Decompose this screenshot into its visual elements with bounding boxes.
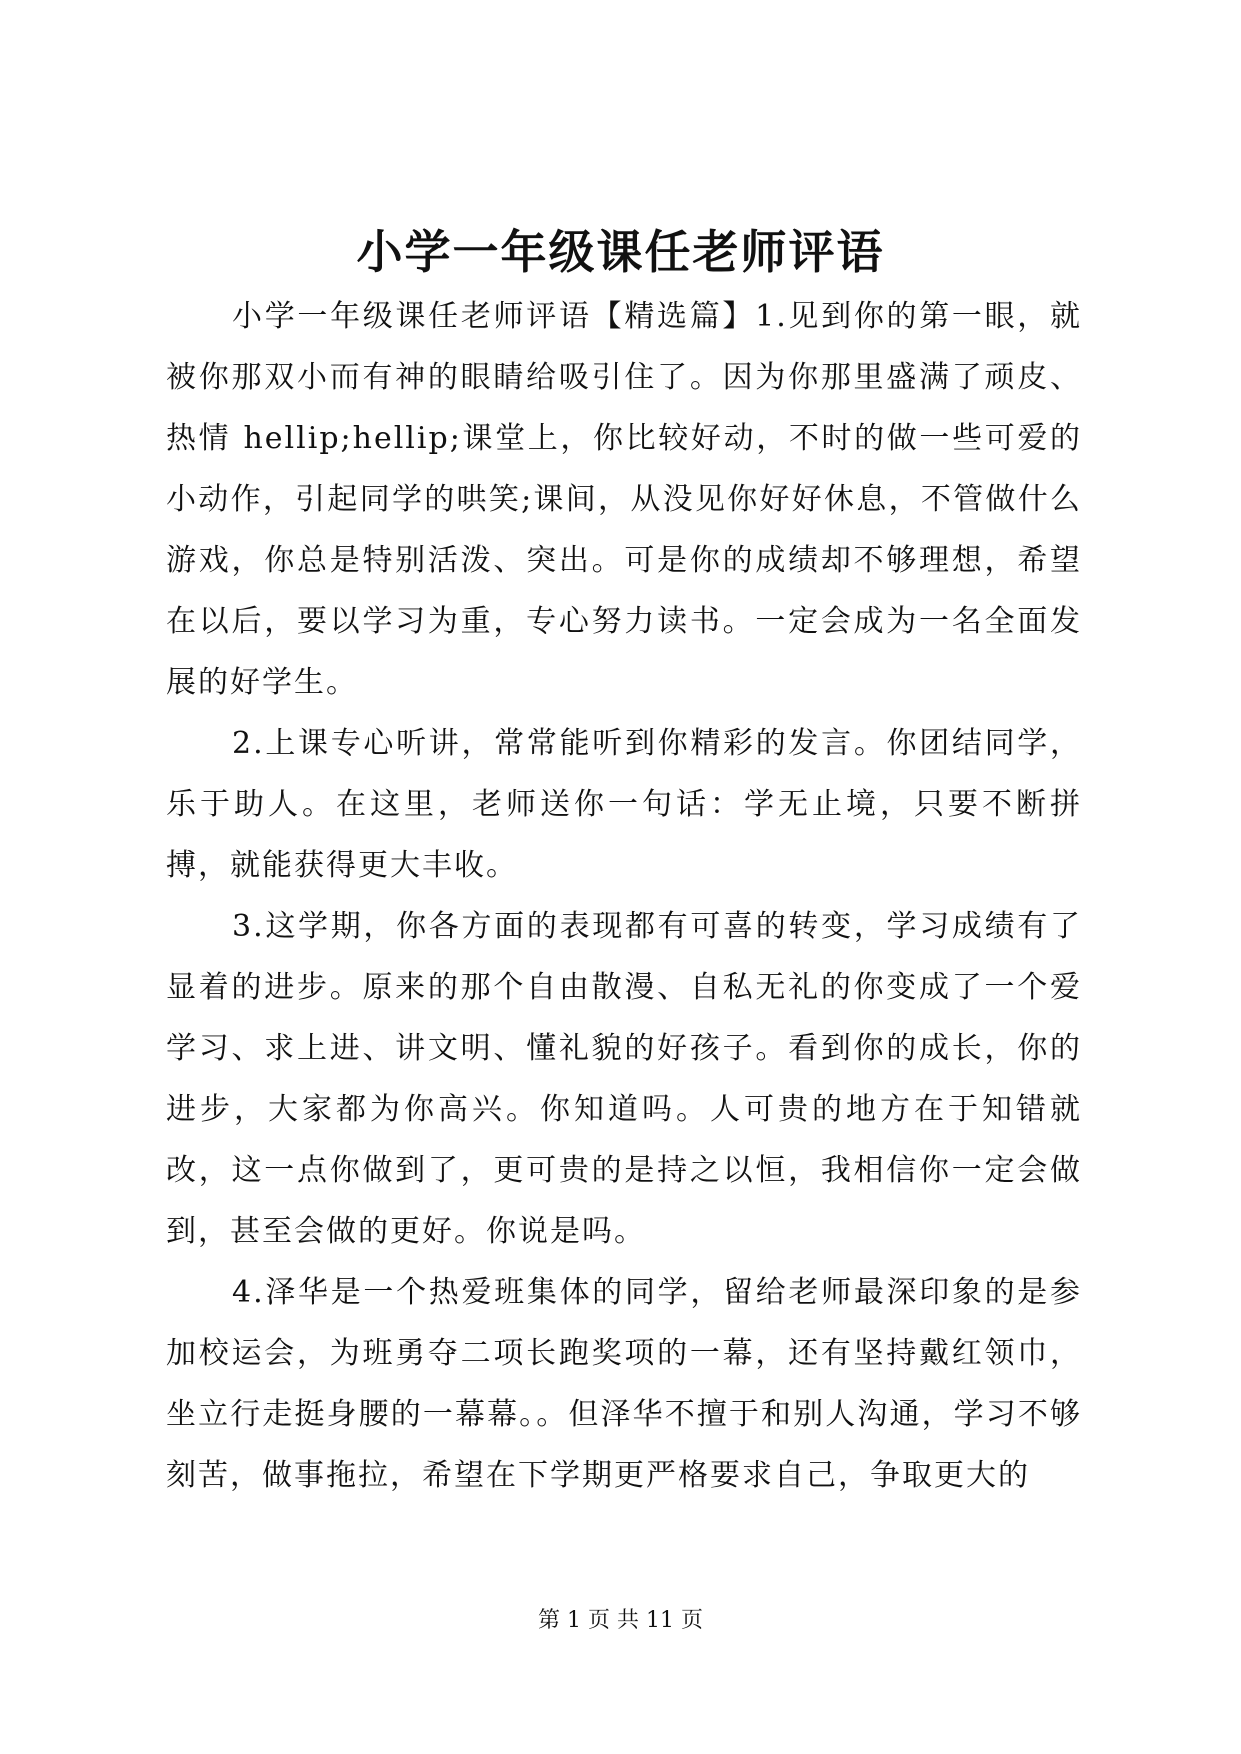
paragraph-2: 2.上课专心听讲，常常能听到你精彩的发言。你团结同学，乐于助人。在这里，老师送你一句话：学无止境，只要不断拼搏，就能获得更大丰收。 [166, 726, 1082, 883]
paragraph-3: 3.这学期，你各方面的表现都有可喜的转变，学习成绩有了显着的进步。原来的那个自由散漫、自私无礼的你变成了一个爱学习、求上进、讲文明、懂礼貌的好孩子。看到你的成长，你的进步，大家都为你高兴。你知道吗。人可贵的地方在于知错就改，这一点你做到了，更可贵的是持之以恒，我相信你一定会做到，甚至会做的更好。你说是吗。 [166, 909, 1082, 1249]
paragraph-4: 4.泽华是一个热爱班集体的同学，留给老师最深印象的是参加校运会，为班勇夺二项长跑奖项的一幕，还有坚持戴红领巾，坐立行走挺身腰的一幕幕。。但泽华不擅于和别人沟通，学习不够刻苦，做事拖拉，希望在下学期更严格要求自己，争取更大的 [166, 1275, 1082, 1493]
page-number-footer: 第 1 页 共 11 页 [538, 1608, 703, 1633]
paragraph-1: 小学一年级课任老师评语【精选篇】1.见到你的第一眼，就被你那双小而有神的眼睛给吸引住了。因为你那里盛满了顽皮、热情 hellip;hellip;课堂上，你比较好动，不时的做一些可爱的小动作，引起同学的哄笑;课间，从没见你好好休息，不管做什么游戏，你总是特别活泼、突出。可是你的成绩却不够理想，希望在以后，要以学习为重，专心努力读书。一定会成为一名全面发展的好学生。 [166, 299, 1082, 700]
document-title: 小学一年级课任老师评语 [356, 225, 885, 279]
document-body [166, 286, 1082, 1506]
